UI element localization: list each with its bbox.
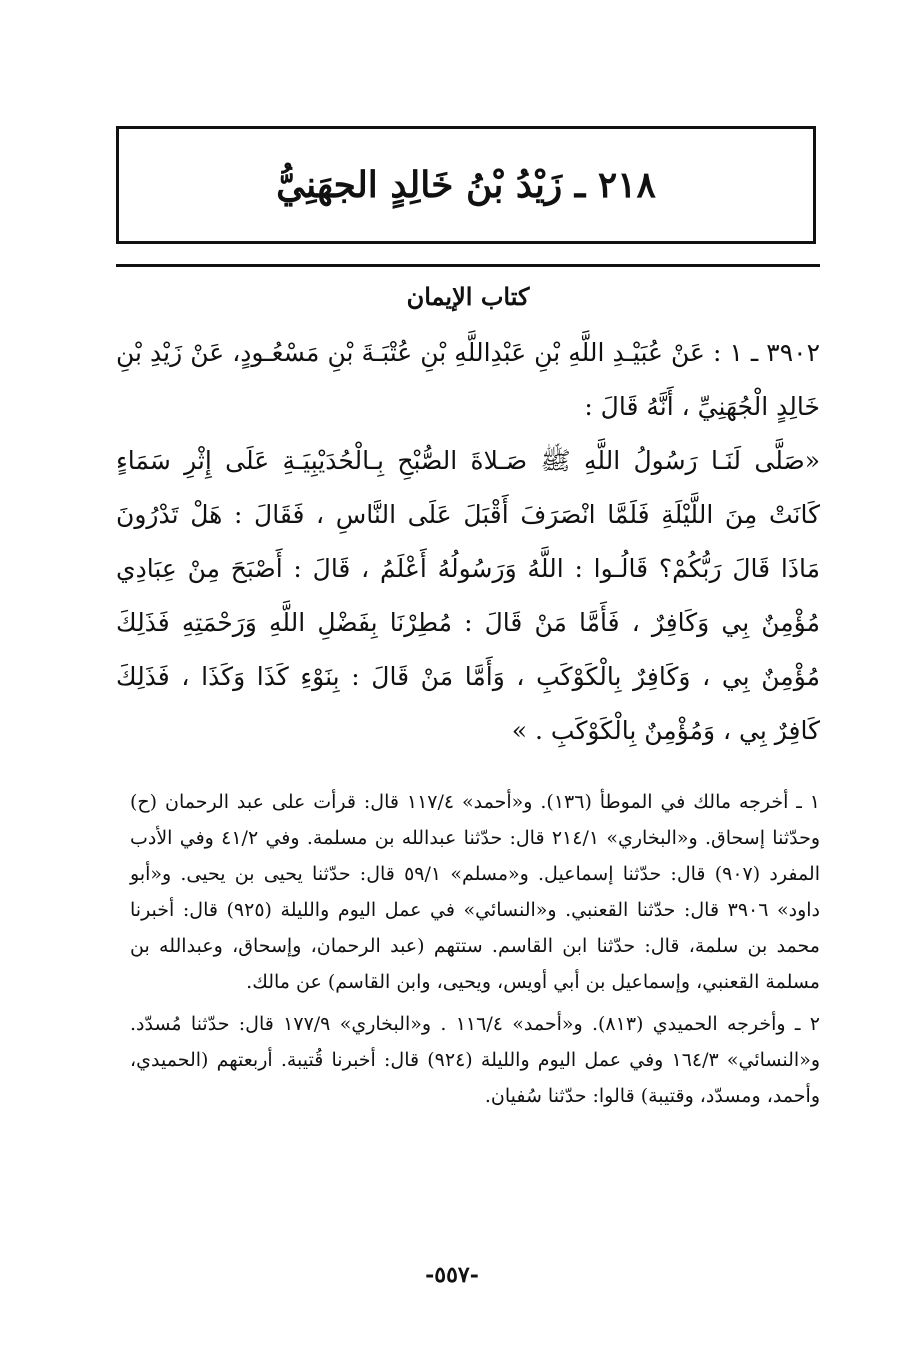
section-heading: كتاب الإيمان: [406, 282, 530, 311]
chapter-title-box: [116, 126, 816, 244]
footnote: ٢ ـ وأخرجه الحميدي (٨١٣). و«أحمد» ١١٦/٤ . و«البخاري» ١٧٧/٩ قال: حدّثنا مُسدّد. و«النسائي» ١٦٤/٣ وفي عمل اليوم والليلة (٩٢٤) قال: أخبرنا قُتيبة. أربعتهم (الحميدي، وأحمد، ومسدّد، وقتيبة) قالوا: حدّثنا سُفيان.: [130, 1013, 821, 1107]
hadith-chain: ٣٩٠٢ ـ ١ : عَنْ عُبَيْـدِ اللَّهِ بْنِ عَبْدِاللَّهِ بْنِ عُتْبَـةَ بْنِ مَسْعُـودٍ، عَنْ زَيْدِ بْنِ خَالِدٍ الْجُهَنِيِّ ، أَنَّهُ قَالَ :: [116, 338, 821, 421]
header-divider: [116, 264, 820, 267]
footnotes: [130, 784, 820, 1120]
hadith-text: «صَلَّى لَنَـا رَسُولُ اللَّهِ ﷺ صَـلاةَ الصُّبْحِ بِـالْحُدَيْبِيَـةِ عَلَى إِثْرِ سَمَاءٍ كَانَتْ مِنَ اللَّيْلَةِ فَلَمَّا انْصَرَفَ أَقْبَلَ عَلَى النَّاسِ ، فَقَالَ : هَلْ تَدْرُونَ مَاذَا قَالَ رَبُّكُمْ؟ قَالُـوا : اللَّهُ وَرَسُولُهُ أَعْلَمُ ، قَالَ : أَصْبَحَ مِنْ عِبَادِي مُؤْمِنٌ بِي وَكَافِرٌ ، فَأَمَّا مَنْ قَالَ : مُطِرْنَا بِفَضْلِ اللَّهِ وَرَحْمَتِهِ فَذَلِكَ مُؤْمِنٌ بِي ، وَكَافِرٌ بِالْكَوْكَبِ ، وَأَمَّا مَنْ قَالَ : بِنَوْءِ كَذَا وَكَذَا ، فَذَلِكَ كَافِرٌ بِي ، وَمُؤْمِنٌ بِالْكَوْكَبِ . »: [116, 446, 820, 745]
footnote: ١ ـ أخرجه مالك في الموطأ (١٣٦). و«أحمد» ١١٧/٤ قال: قرأت على عبد الرحمان (ح) وحدّثنا إسحاق. و«البخاري» ٢١٤/١ قال: حدّثنا عبدالله بن مسلمة. وفي ٤١/٢ وفي الأدب المفرد (٩٠٧) قال: حدّثنا إسماعيل. و«مسلم» ٥٩/١ قال: حدّثنا يحيى بن يحيى. و«أبو داود» ٣٩٠٦ قال: حدّثنا القعنبي. و«النسائي» في عمل اليوم والليلة (٩٢٥) قال: أخبرنا محمد بن سلمة، قال: حدّثنا ابن القاسم. ستتهم (عبد الرحمان، وإسحاق، وعبدالله بن مسلمة القعنبي، وإسماعيل بن أبي أويس، ويحيى، وابن القاسم) عن مالك.: [130, 791, 821, 993]
chapter-title: ٢١٨ ـ زَيْدُ بْنُ خَالِدٍ الجهَنِيُّ: [276, 164, 656, 206]
hadith-body: [116, 326, 820, 758]
page-number: -٥٥٧-: [425, 1262, 479, 1288]
